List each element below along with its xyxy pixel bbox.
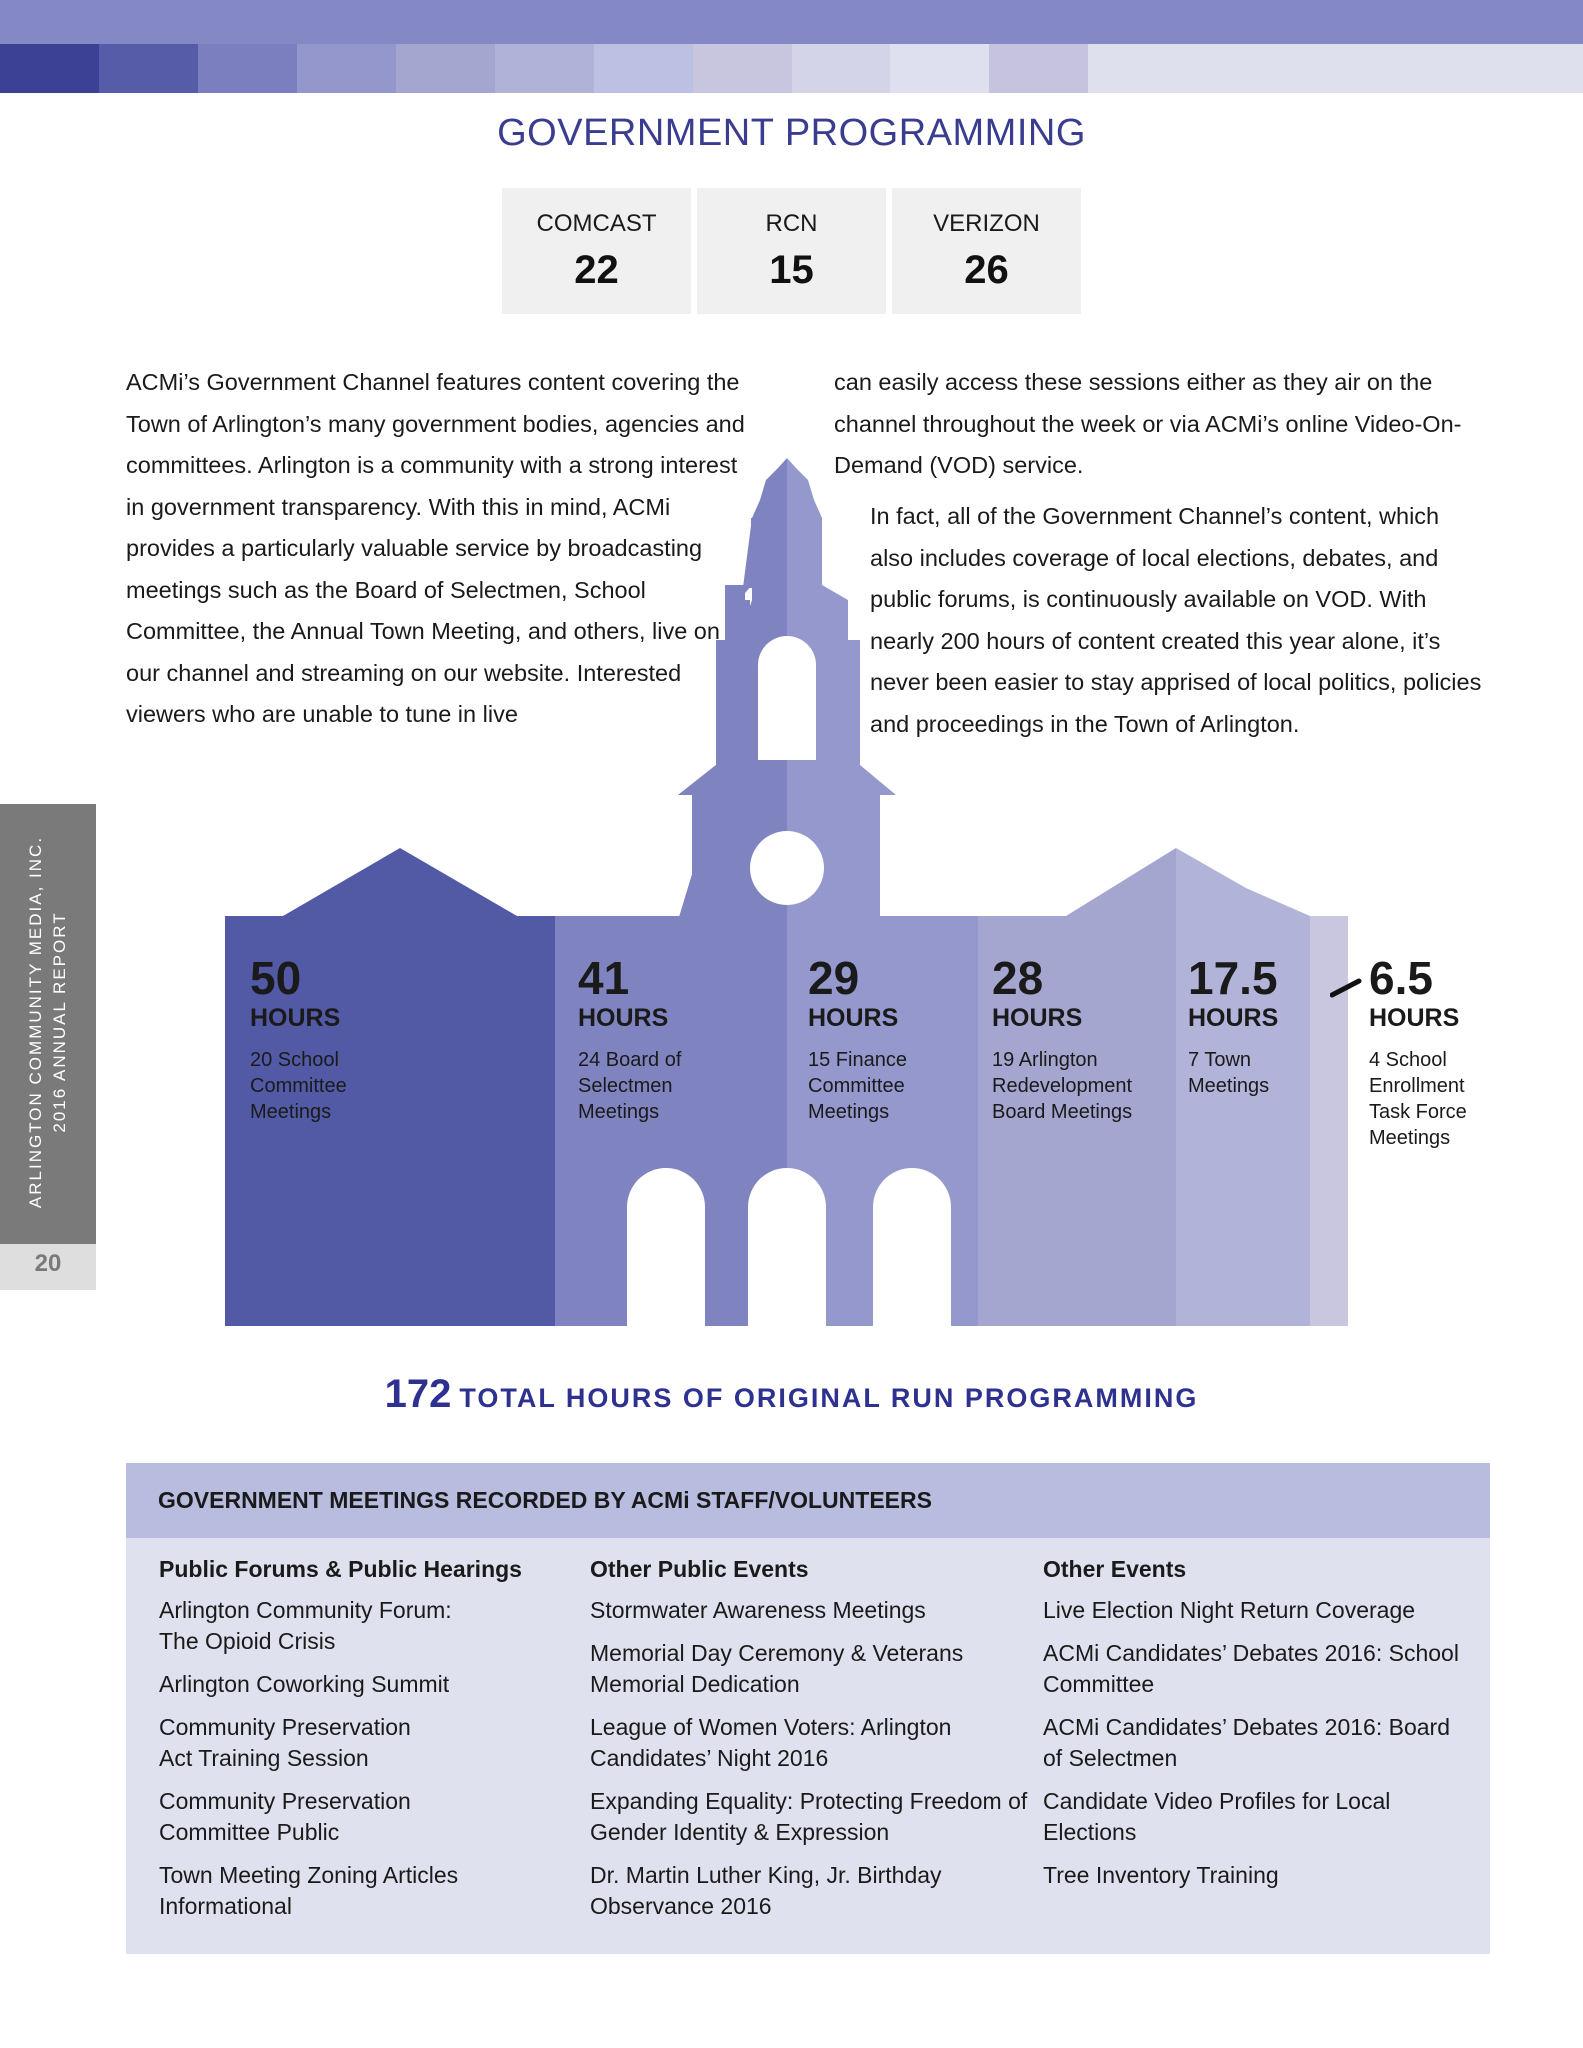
provider-name: COMCAST	[536, 210, 657, 237]
stat-label: 4 School Enrollment Task Force Meetings	[1369, 1049, 1467, 1149]
provider-value: 26	[964, 248, 1009, 292]
column-title: Public Forums & Public Hearings	[159, 1556, 522, 1582]
total-hours-label: TOTAL HOURS OF ORIGINAL RUN PROGRAMMING	[459, 1383, 1199, 1413]
stat-label: 19 Arlington Redevelopment Board Meetings	[992, 1049, 1133, 1123]
page-number: 20	[34, 1250, 62, 1277]
provider-name: RCN	[765, 210, 818, 237]
stat-value: 41	[578, 952, 630, 1004]
door-arch	[748, 1168, 826, 1326]
list-item: Community Preservation Committee Public	[159, 1788, 411, 1845]
list-item: Live Election Night Return Coverage	[1043, 1597, 1416, 1623]
stat-label: 15 Finance Committee Meetings	[808, 1049, 907, 1123]
column-title: Other Events	[1043, 1556, 1187, 1582]
list-item: ACMi Candidates’ Debates 2016: Board of Selectmen	[1043, 1714, 1450, 1771]
provider-value: 15	[769, 248, 814, 292]
intro-right-paragraph-1: can easily access these sessions either as they air on the channel throughout the week or via ACMi’s online Video-On-Demand (VOD) service.	[834, 369, 1462, 478]
stat-value: 50	[250, 952, 302, 1004]
stat-value: 6.5	[1369, 952, 1433, 1004]
stat-town-meetings	[1188, 954, 1278, 1099]
stat-unit: HOURS	[992, 1004, 1083, 1032]
tower-window	[758, 636, 816, 760]
door-arch	[873, 1168, 951, 1326]
stat-school-committee	[250, 954, 347, 1125]
provider-name: VERIZON	[933, 210, 1040, 237]
list-item: Stormwater Awareness Meetings	[590, 1597, 926, 1623]
list-item: Arlington Coworking Summit	[159, 1671, 450, 1697]
stat-label: 24 Board of Selectmen Meetings	[578, 1049, 682, 1123]
stat-value: 29	[808, 952, 860, 1004]
stat-redevelopment-board	[992, 954, 1132, 1125]
side-tab-report: 2016 ANNUAL REPORT	[50, 911, 69, 1133]
intro-right-paragraph-2: In fact, all of the Government Channel’s content, which also includes coverage of local elections, debates, and public forums, is continuously available on VOD. With nearly 200 hours of content created this year alone, it’s never been easier to stay apprised of local politics, policies and proceedings in the Town of Arlington.	[870, 503, 1482, 737]
list-item: Expanding Equality: Protecting Freedom of Gender Identity & Expression	[590, 1788, 1028, 1845]
side-tab-text	[24, 836, 72, 1208]
page-title: GOVERNMENT PROGRAMMING	[497, 112, 1086, 154]
list-item: ACMi Candidates’ Debates 2016: School Committee	[1043, 1640, 1459, 1697]
meetings-column-other-events	[1043, 1556, 1483, 1903]
list-item: Candidate Video Profiles for Local Elections	[1043, 1788, 1391, 1845]
side-tab-org: ARLINGTON COMMUNITY MEDIA, INC.	[26, 835, 45, 1209]
meetings-column-public-events	[590, 1556, 1030, 1934]
stat-label: 20 School Committee Meetings	[250, 1049, 347, 1123]
intro-left-paragraph: ACMi’s Government Channel features content covering the Town of Arlington’s many government bodies, agencies and committees. Arlington is a community with a strong interest in government transparency. With this in mind, ACMi provides a particularly valuable service by broadcasting meetings such as the Board of Selectmen, School Committee, the Annual Town Meeting, and others, live on our channel and streaming on our website. Interested viewers who are unable to tune in live	[126, 369, 745, 727]
stat-board-of-selectmen	[578, 954, 681, 1125]
stat-label: 7 Town Meetings	[1188, 1049, 1270, 1097]
door-arch	[627, 1168, 705, 1326]
provider-value: 22	[574, 248, 619, 292]
stat-value: 28	[992, 952, 1044, 1004]
list-item: Community Preservation Act Training Session	[159, 1714, 411, 1771]
list-item: League of Women Voters: Arlington Candidates’ Night 2016	[590, 1714, 952, 1771]
stat-unit: HOURS	[578, 1004, 669, 1032]
meetings-header-title: GOVERNMENT MEETINGS RECORDED BY ACMi STAFF/VOLUNTEERS	[158, 1487, 932, 1513]
meetings-header	[126, 1463, 1490, 1538]
list-item: Tree Inventory Training	[1043, 1862, 1279, 1888]
stat-unit: HOURS	[250, 1004, 341, 1032]
list-item: Memorial Day Ceremony & Veterans Memorial Dedication	[590, 1640, 964, 1697]
stat-unit: HOURS	[1369, 1004, 1460, 1032]
tower-clock	[750, 831, 824, 905]
total-hours-value: 172	[384, 1372, 452, 1416]
total-hours	[0, 1372, 1583, 1417]
pointer-line	[1330, 976, 1362, 998]
column-title: Other Public Events	[590, 1556, 809, 1582]
stat-value: 17.5	[1188, 952, 1278, 1004]
meetings-column-forums	[159, 1556, 559, 1934]
stat-finance-committee	[808, 954, 907, 1125]
list-item: Town Meeting Zoning Articles Informational	[159, 1862, 459, 1919]
tower-band	[787, 518, 822, 525]
list-item: Dr. Martin Luther King, Jr. Birthday Observance 2016	[590, 1862, 942, 1919]
list-item: Arlington Community Forum: The Opioid Crisis	[159, 1597, 452, 1654]
stat-unit: HOURS	[808, 1004, 899, 1032]
stat-enrollment-task-force	[1369, 954, 1467, 1151]
stat-unit: HOURS	[1188, 1004, 1279, 1032]
